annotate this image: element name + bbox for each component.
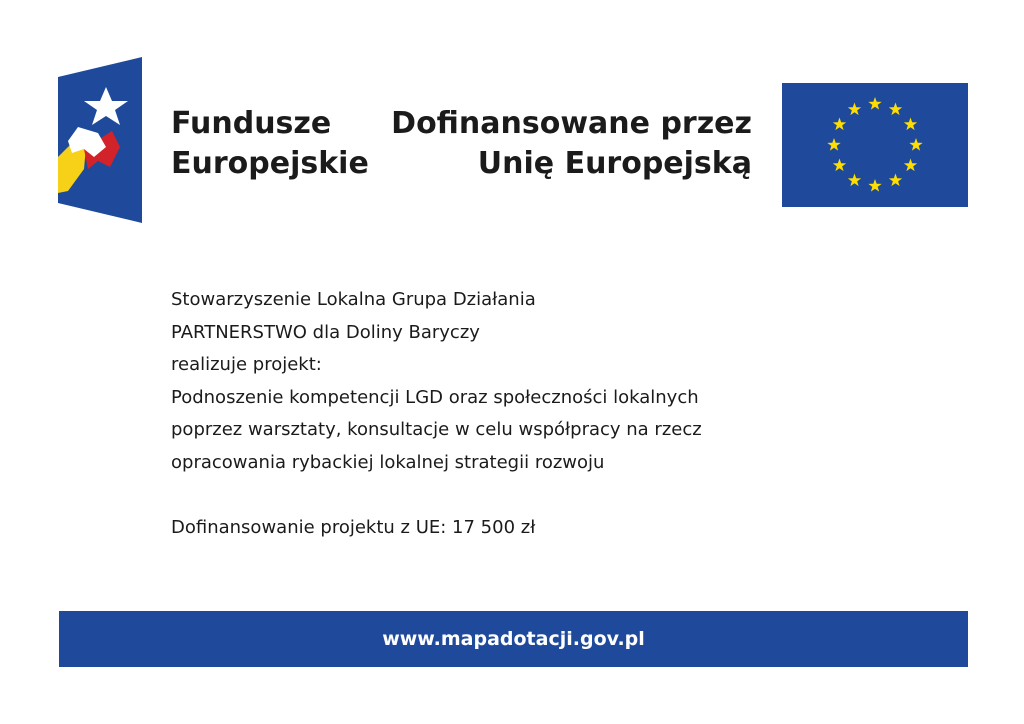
dofinansowane-title [391,104,752,184]
description-line-5: poprzez warsztaty, konsultacje w celu współpracy na rzecz [171,419,702,440]
fe-title-line1: Fundusze [171,106,332,141]
eu-flag-icon [782,83,968,207]
description-line-1: Stowarzyszenie Lokalna Grupa Działania [171,289,536,310]
ue-title-line1: Dofinansowane przez [391,106,752,141]
fe-title-line2: Europejskie [171,146,369,181]
ue-title-line2: Unię Europejską [477,146,752,181]
funding-amount: Dofinansowanie projektu z UE: 17 500 zł [171,516,536,538]
project-description [171,284,811,544]
description-line-6: opracowania rybackiej lokalnej strategii rozwoju [171,451,605,473]
mapadotacji-link[interactable]: www.mapadotacji.gov.pl [382,628,645,650]
footer-bar [59,611,968,667]
spacer [171,479,811,512]
description-line-4: Podnoszenie kompetencji LGD oraz społeczności lokalnych [171,386,699,408]
fundusze-europejskie-logo-icon [58,57,142,223]
description-line-3: realizuje projekt: [171,354,322,375]
description-line-2: PARTNERSTWO dla Doliny Baryczy [171,321,480,343]
fundusze-europejskie-title [171,104,369,184]
